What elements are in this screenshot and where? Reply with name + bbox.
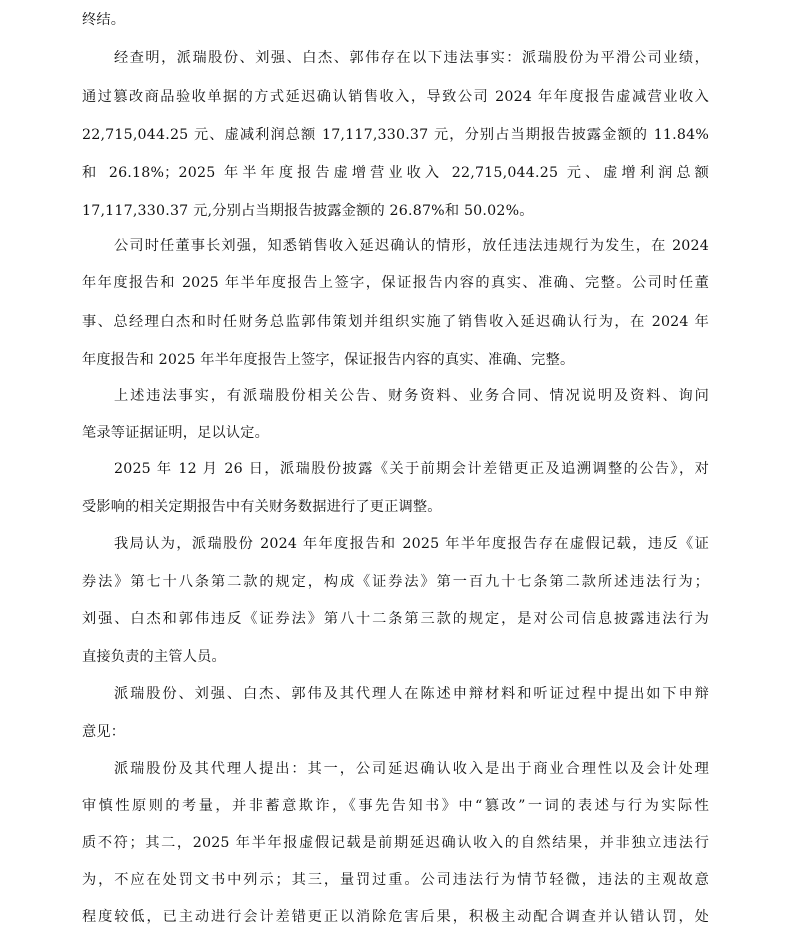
text-line: 派瑞股份及其代理人提出：其一，公司延迟确认收入是出于商业合理性以及会计处理 — [114, 761, 709, 777]
text-line: 派瑞股份、刘强、白杰、郭伟及其代理人在陈述申辩材料和听证过程中提出如下申辩 — [114, 686, 709, 702]
text-line: 受影响的相关定期报告中有关财务数据进行了更正调整。 — [82, 499, 442, 515]
text-line: 终结。 — [82, 12, 126, 28]
text-line: 直接负责的主管人员。 — [82, 649, 226, 665]
text-line: 为，不应在处罚文书中列示；其三，量罚过重。公司违法行为情节轻微，违法的主观故意 — [82, 872, 709, 888]
text-line: 审慎性原则的考量，并非蓄意欺诈，《事先告知书》中“篡改”一词的表述与行为实际性 — [82, 798, 709, 814]
text-line: 笔录等证据证明，足以认定。 — [82, 425, 270, 441]
text-line: 事、总经理白杰和时任财务总监郭伟策划并组织实施了销售收入延迟确认行为，在 2024 年 — [82, 314, 709, 330]
text-line: 通过篡改商品验收单据的方式延迟确认销售收入，导致公司 2024 年年度报告虚减营业收入 — [82, 89, 709, 105]
text-line: 券法》第七十八条第二款的规定，构成《证券法》第一百九十七条第二款所述违法行为； — [82, 574, 709, 590]
text-line: 和 26.18%；2025 年半年度报告虚增营业收入 22,715,044.25 元、虚增利润总额 — [82, 165, 709, 181]
text-line: 意见： — [82, 724, 126, 740]
text-line: 公司时任董事长刘强，知悉销售收入延迟确认的情形，放任违法违规行为发生，在 2024 — [114, 238, 709, 254]
text-line: 22,715,044.25 元、虚减利润总额 17,117,330.37 元，分别占当期报告披露金额的 11.84% — [82, 127, 709, 143]
text-line: 上述违法事实，有派瑞股份相关公告、财务资料、业务合同、情况说明及资料、询问 — [114, 388, 709, 404]
text-line: 年年度报告和 2025 年半年度报告上签字，保证报告内容的真实、准确、完整。公司时任董 — [82, 275, 709, 291]
text-line: 2025 年 12 月 26 日，派瑞股份披露《关于前期会计差错更正及追溯调整的公告》，对 — [114, 461, 709, 477]
text-line: 我局认为，派瑞股份 2024 年年度报告和 2025 年半年度报告存在虚假记载，违反《证 — [114, 536, 709, 552]
text-line: 质不符；其二，2025 年半年报虚假记载是前期延迟确认收入的自然结果，并非独立违法行 — [82, 835, 709, 851]
text-line: 刘强、白杰和郭伟违反《证券法》第八十二条第三款的规定，是对公司信息披露违法行为 — [82, 611, 709, 627]
text-line: 经查明，派瑞股份、刘强、白杰、郭伟存在以下违法事实：派瑞股份为平滑公司业绩， — [114, 50, 709, 66]
text-line: 程度较低，已主动进行会计差错更正以消除危害后果，积极主动配合调查并认错认罚，处 — [82, 909, 709, 925]
text-line: 17,117,330.37 元,分别占当期报告披露金额的 26.87%和 50.02%。 — [82, 203, 534, 219]
text-line: 年度报告和 2025 年半年度报告上签字，保证报告内容的真实、准确、完整。 — [82, 352, 575, 368]
